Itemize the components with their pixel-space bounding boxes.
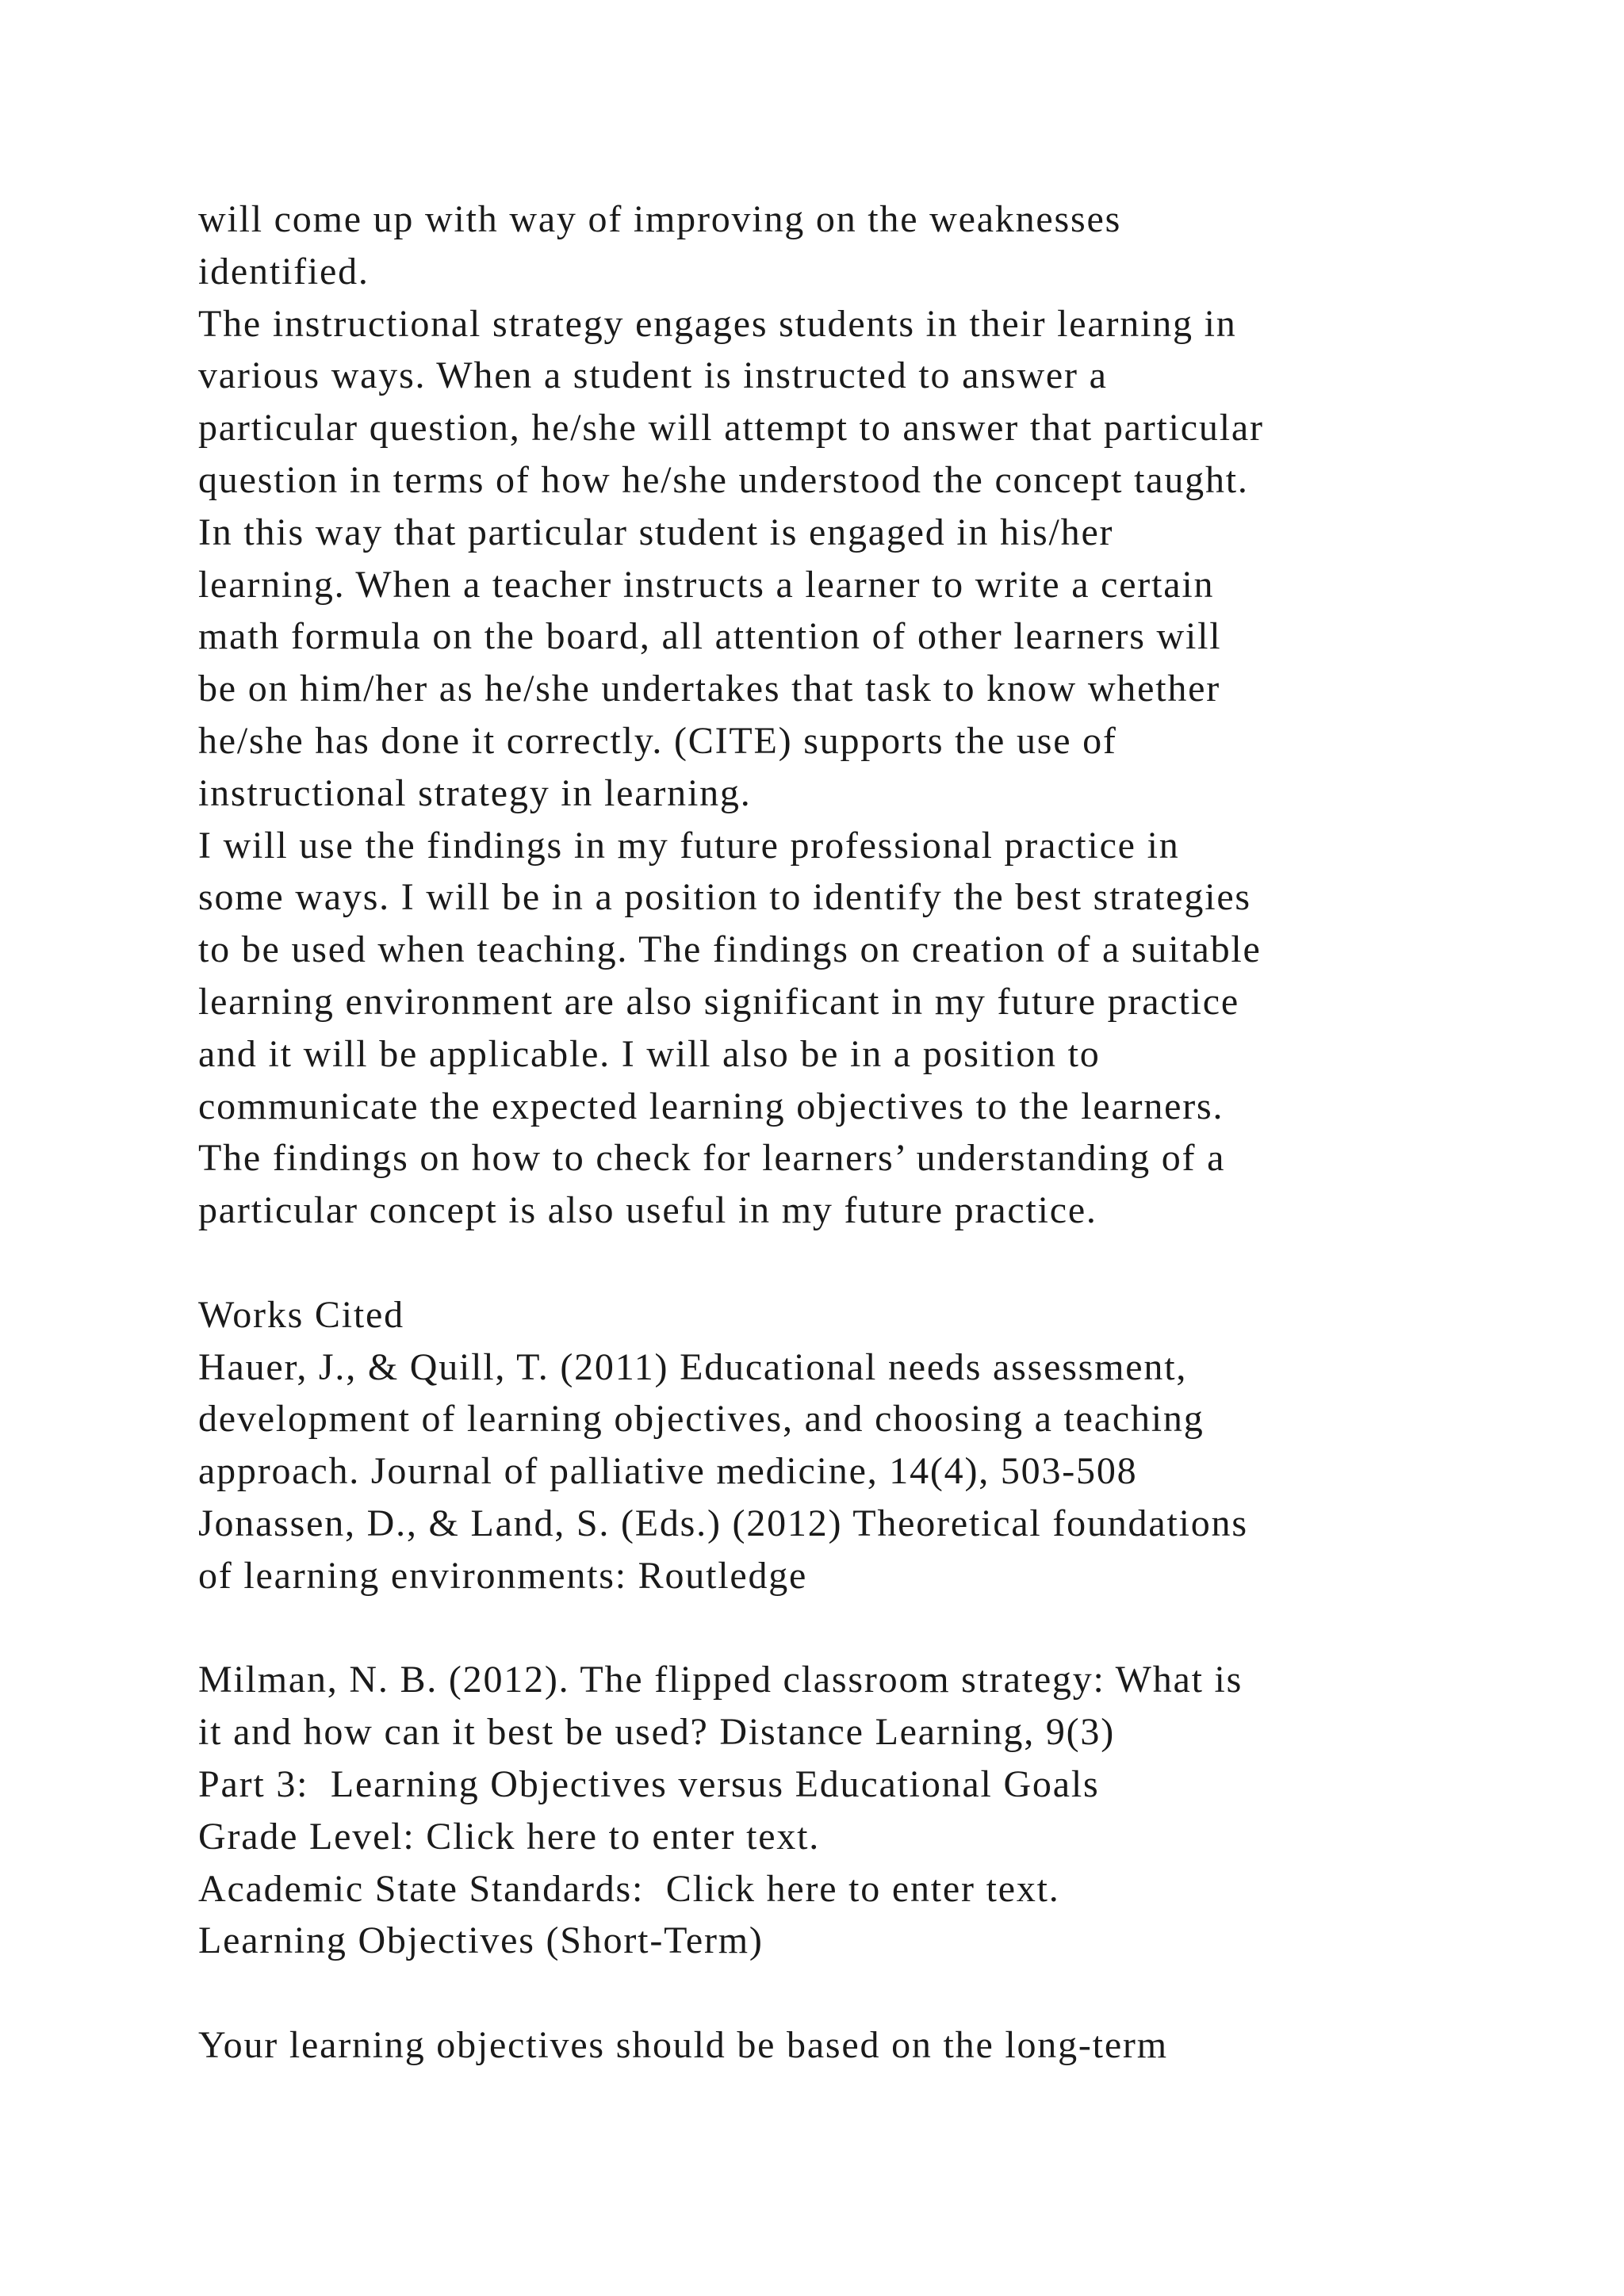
text-line: learning environment are also significant in my future practice xyxy=(198,980,1239,1023)
citation-line: Hauer, J., & Quill, T. (2011) Educational needs assessment, xyxy=(198,1345,1188,1388)
grade-level-field: Grade Level: Click here to enter text. xyxy=(198,1815,821,1858)
citation-line: Jonassen, D., & Land, S. (Eds.) (2012) Theoretical foundations xyxy=(198,1502,1248,1544)
state-standards-field: Academic State Standards: Click here to enter text. xyxy=(198,1867,1060,1910)
citation-line: development of learning objectives, and choosing a teaching xyxy=(198,1398,1205,1441)
objectives-heading: Learning Objectives (Short-Term) xyxy=(198,1919,764,1962)
section-heading: Part 3: Learning Objectives versus Educational Goals xyxy=(198,1762,1100,1805)
works-cited-heading: Works Cited xyxy=(198,1293,404,1336)
blank-line xyxy=(198,1237,1546,1289)
text-line: question in terms of how he/she understood the concept taught. xyxy=(198,458,1249,501)
text-line: some ways. I will be in a position to identify the best strategies xyxy=(198,876,1251,919)
text-line: particular concept is also useful in my future practice. xyxy=(198,1189,1097,1232)
citation-line: approach. Journal of palliative medicine, 14(4), 503-508 xyxy=(198,1450,1138,1493)
text-line: learning. When a teacher instructs a learner to write a certain xyxy=(198,563,1215,606)
text-line: instructional strategy in learning. xyxy=(198,771,752,814)
text-line: particular question, he/she will attempt to answer that particular xyxy=(198,407,1264,450)
text-line: will come up with way of improving on the weaknesses xyxy=(198,198,1122,240)
text-line: I will use the findings in my future professional practice in xyxy=(198,824,1180,867)
text-line: The findings on how to check for learners’ understanding of a xyxy=(198,1137,1226,1180)
text-line: math formula on the board, all attention of other learners will xyxy=(198,615,1222,658)
blank-line xyxy=(198,1602,1546,1655)
text-line: to be used when teaching. The findings on creation of a suitable xyxy=(198,928,1262,971)
text-line: In this way that particular student is engaged in his/her xyxy=(198,511,1114,553)
text-line: identified. xyxy=(198,250,370,293)
text-line: The instructional strategy engages students in their learning in xyxy=(198,302,1237,345)
text-line: communicate the expected learning objectives to the learners. xyxy=(198,1085,1224,1127)
blank-line xyxy=(198,1967,1546,2019)
citation-line: Milman, N. B. (2012). The flipped classroom strategy: What is xyxy=(198,1659,1243,1701)
text-line: he/she has done it correctly. (CITE) supports the use of xyxy=(198,719,1117,762)
text-line: various ways. When a student is instructed to answer a xyxy=(198,354,1108,397)
document-body xyxy=(198,193,1546,2072)
citation-line: of learning environments: Routledge xyxy=(198,1554,808,1597)
text-line: Your learning objectives should be based on the long-term xyxy=(198,2023,1168,2066)
text-line: be on him/her as he/she undertakes that task to know whether xyxy=(198,668,1221,710)
citation-line: it and how can it best be used? Distance Learning, 9(3) xyxy=(198,1711,1115,1754)
text-line: and it will be applicable. I will also be in a position to xyxy=(198,1032,1101,1075)
